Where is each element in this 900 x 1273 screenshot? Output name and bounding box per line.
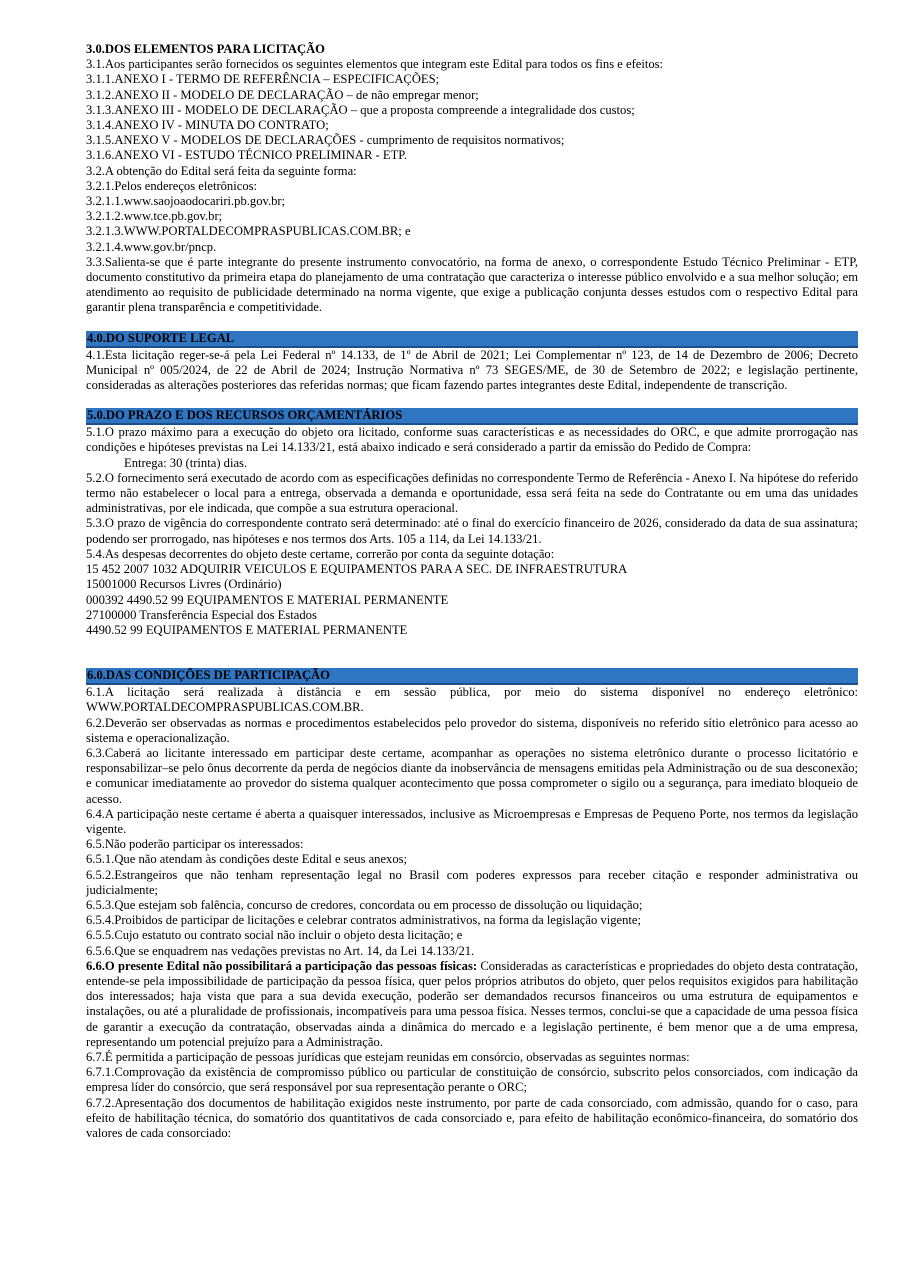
- paragraph-5-1: 5.1.O prazo máximo para a execução do objeto ora licitado, conforme suas características e as necessidades do ORC, e que admite prorrogação nas condições e hipóteses previstas na Lei 14.133/21, está abaixo indicado e será considerado a partir da emissão do Pedido de Compra:: [86, 425, 858, 455]
- item-3-2-1: 3.2.1.Pelos endereços eletrônicos:: [86, 178, 258, 193]
- item-3-1-2: 3.1.2.ANEXO II - MODELO DE DECLARAÇÃO – de não empregar menor;: [86, 87, 479, 102]
- section-3-title: 3.0.DOS ELEMENTOS PARA LICITAÇÃO: [86, 42, 325, 56]
- item-3-1-3: 3.1.3.ANEXO III - MODELO DE DECLARAÇÃO – que a proposta compreende a integralidade dos custos;: [86, 102, 635, 117]
- paragraph-5-3: 5.3.O prazo de vigência do correspondente contrato será determinado: até o final do exercício financeiro de 2026, considerado da data de sua assinatura; podendo ser prorrogado, nas hipóteses e nos termos dos Arts. 105 a 114, da Lei 14.133/21.: [86, 516, 858, 546]
- paragraph-6-5-4: 6.5.4.Proibidos de participar de licitações e celebrar contratos administrativos, na forma da legislação vigente;: [86, 913, 641, 928]
- paragraph-6-1: 6.1.A licitação será realizada à distância e em sessão pública, por meio do sistema disponível no endereço eletrônico: WWW.PORTALDECOMPRASPUBLICAS.COM.BR.: [86, 685, 858, 715]
- paragraph-4-1: 4.1.Esta licitação reger-se-á pela Lei Federal nº 14.133, de 1º de Abril de 2021; Lei Complementar nº 123, de 14 de Dezembro de 2006; Decreto Municipal nº 005/2024, de 22 de Abril de 2024; Instrução Normativa nº 73 SEGES/ME, de 30 de Setembro de 2022; e legislação pertinente, consideradas as alterações posteriores das referidas normas; que ficam fazendo partes integrantes deste Edital, independente de transcrição.: [86, 347, 858, 393]
- delivery-term: Entrega: 30 (trinta) dias.: [124, 455, 248, 470]
- item-3-1-5: 3.1.5.ANEXO V - MODELOS DE DECLARAÇÕES - cumprimento de requisitos normativos;: [86, 133, 565, 148]
- item-3-2-1-1: 3.2.1.1.www.saojoaodocariri.pb.gov.br;: [86, 194, 286, 209]
- item-3-2: 3.2.A obtenção do Edital será feita da seguinte forma:: [86, 163, 357, 178]
- item-3-1-4: 3.1.4.ANEXO IV - MINUTA DO CONTRATO;: [86, 118, 329, 133]
- paragraph-5-2: 5.2.O fornecimento será executado de acordo com as especificações definidas no correspondente Termo de Referência - Anexo I. Na hipótese do referido termo não estabelecer o local para a entrega, observada a demanda e oportunidade, essa será feita na sede do Contratante ou em uma das unidades administrativas, por ele indicada, que compõe a sua estrutura operacional.: [86, 470, 858, 516]
- paragraph-6-2: 6.2.Deverão ser observadas as normas e procedimentos estabelecidos pelo provedor do sistema, disponíveis no referido sítio eletrônico para acesso ao sistema e operacionalização.: [86, 715, 858, 745]
- paragraph-6-6-lead: 6.6.O presente Edital não possibilitará a participação das pessoas físicas:: [86, 958, 478, 973]
- item-3-2-1-4: 3.2.1.4.www.gov.br/pncp.: [86, 239, 217, 254]
- budget-line-4: 27100000 Transferência Especial dos Estados: [86, 607, 317, 622]
- paragraph-6-5-2: 6.5.2.Estrangeiros que não tenham representação legal no Brasil com poderes expressos para receber citação e responder administrativa ou judicialmente;: [86, 867, 858, 897]
- item-3-2-1-2: 3.2.1.2.www.tce.pb.gov.br;: [86, 209, 223, 224]
- paragraph-6-5-1: 6.5.1.Que não atendam às condições deste Edital e seus anexos;: [86, 852, 408, 867]
- paragraph-3-3: 3.3.Salienta-se que é parte integrante do presente instrumento convocatório, na forma de anexo, o correspondente Estudo Técnico Preliminar - ETP, documento constitutivo da primeira etapa do planejamento de uma contratação que caracteriza o interesse público envolvido e a sua melhor solução; em atendimento ao requisito de publicidade determinado na norma vigente, que exige a publicação conjunta desses estudos com o respectivo Edital para garantir plena transparência e competitividade.: [86, 254, 858, 315]
- paragraph-6-7: 6.7.É permitida a participação de pessoas jurídicas que estejam reunidas em consórcio, observadas as seguintes normas:: [86, 1049, 690, 1064]
- paragraph-6-7-1: 6.7.1.Comprovação da existência de compromisso público ou particular de constituição de consórcio, subscrito pelos consorciados, com indicação da empresa líder do consórcio, que será responsável por sua representação perante o ORC;: [86, 1065, 858, 1095]
- item-3-1-6: 3.1.6.ANEXO VI - ESTUDO TÉCNICO PRELIMINAR - ETP.: [86, 148, 408, 163]
- budget-line-1: 15 452 2007 1032 ADQUIRIR VEICULOS E EQUIPAMENTOS PARA A SEC. DE INFRAESTRUTURA: [86, 562, 628, 577]
- item-3-2-1-3: 3.2.1.3.WWW.PORTALDECOMPRASPUBLICAS.COM.BR; e: [86, 224, 411, 239]
- paragraph-6-6: [86, 959, 858, 1050]
- budget-line-2: 15001000 Recursos Livres (Ordinário): [86, 577, 282, 592]
- paragraph-6-7-2: 6.7.2.Apresentação dos documentos de habilitação exigidos neste instrumento, por parte de cada consorciado, com admissão, quando for o caso, para efeito de habilitação técnica, do somatório dos quantitativos de cada consorciado e, para efeito de habilitação econômico-financeira, do somatório dos valores de cada consorciado:: [86, 1095, 858, 1140]
- item-3-1: 3.1.Aos participantes serão fornecidos os seguintes elementos que integram este Edital para todos os fins e efeitos:: [86, 57, 664, 72]
- budget-line-3: 000392 4490.52 99 EQUIPAMENTOS E MATERIAL PERMANENTE: [86, 592, 449, 607]
- paragraph-6-5-5: 6.5.5.Cujo estatuto ou contrato social não incluir o objeto desta licitação; e: [86, 928, 463, 943]
- paragraph-6-6-body: Consideradas as características e propriedades do objeto desta contratação, entende-se pela impossibilidade de participação da pessoa física, quer pelos próprios atributos do objeto, quer pelos requisitos exigidos para habilitação dos interessados; haja vista que para a sua devida execução, poderão ser demandados recursos financeiros ou uma estrutura de equipamentos e instalações, ou até a pluralidade de profissionais, incompatíveis para uma pessoa física. Nesses termos, conclui-se que a capacidade de uma pessoa física de garantir a execução da contratação, observadas ainda a dinâmica do mercado e a legislação pertinente, é bem menor que a de uma empresa, representando um potencial prejuízo para a Administração.: [86, 958, 858, 1049]
- section-6-header: 6.0.DAS CONDIÇÕES DE PARTICIPAÇÃO: [86, 668, 858, 685]
- paragraph-6-4: 6.4.A participação neste certame é aberta a quaisquer interessados, inclusive as Microempresas e Empresas de Pequeno Porte, nos termos da legislação vigente.: [86, 806, 858, 836]
- item-3-1-1: 3.1.1.ANEXO I - TERMO DE REFERÊNCIA – ESPECIFICAÇÕES;: [86, 72, 440, 87]
- budget-line-5: 4490.52 99 EQUIPAMENTOS E MATERIAL PERMANENTE: [86, 622, 408, 637]
- section-5-header: 5.0.DO PRAZO E DOS RECURSOS ORÇAMENTÁRIOS: [86, 408, 858, 425]
- paragraph-6-3: 6.3.Caberá ao licitante interessado em participar deste certame, acompanhar as operações no sistema eletrônico durante o processo licitatório e responsabilizar–se pelo ônus decorrente da perda de negócios diante da inobservância de mensagens emitidas pela Administração ou de sua desconexão; e comunicar imediatamente ao provedor do sistema qualquer acontecimento que possa comprometer o sigilo ou a segurança, para imediato bloqueio de acesso.: [86, 745, 858, 806]
- paragraph-6-5-6: 6.5.6.Que se enquadrem nas vedações previstas no Art. 14, da Lei 14.133/21.: [86, 943, 475, 958]
- paragraph-5-4: 5.4.As despesas decorrentes do objeto deste certame, correrão por conta da seguinte dotação:: [86, 546, 555, 561]
- paragraph-6-5: 6.5.Não poderão participar os interessados:: [86, 837, 304, 852]
- paragraph-6-5-3: 6.5.3.Que estejam sob falência, concurso de credores, concordata ou em processo de dissolução ou liquidação;: [86, 897, 643, 912]
- section-4-header: 4.0.DO SUPORTE LEGAL: [86, 331, 858, 348]
